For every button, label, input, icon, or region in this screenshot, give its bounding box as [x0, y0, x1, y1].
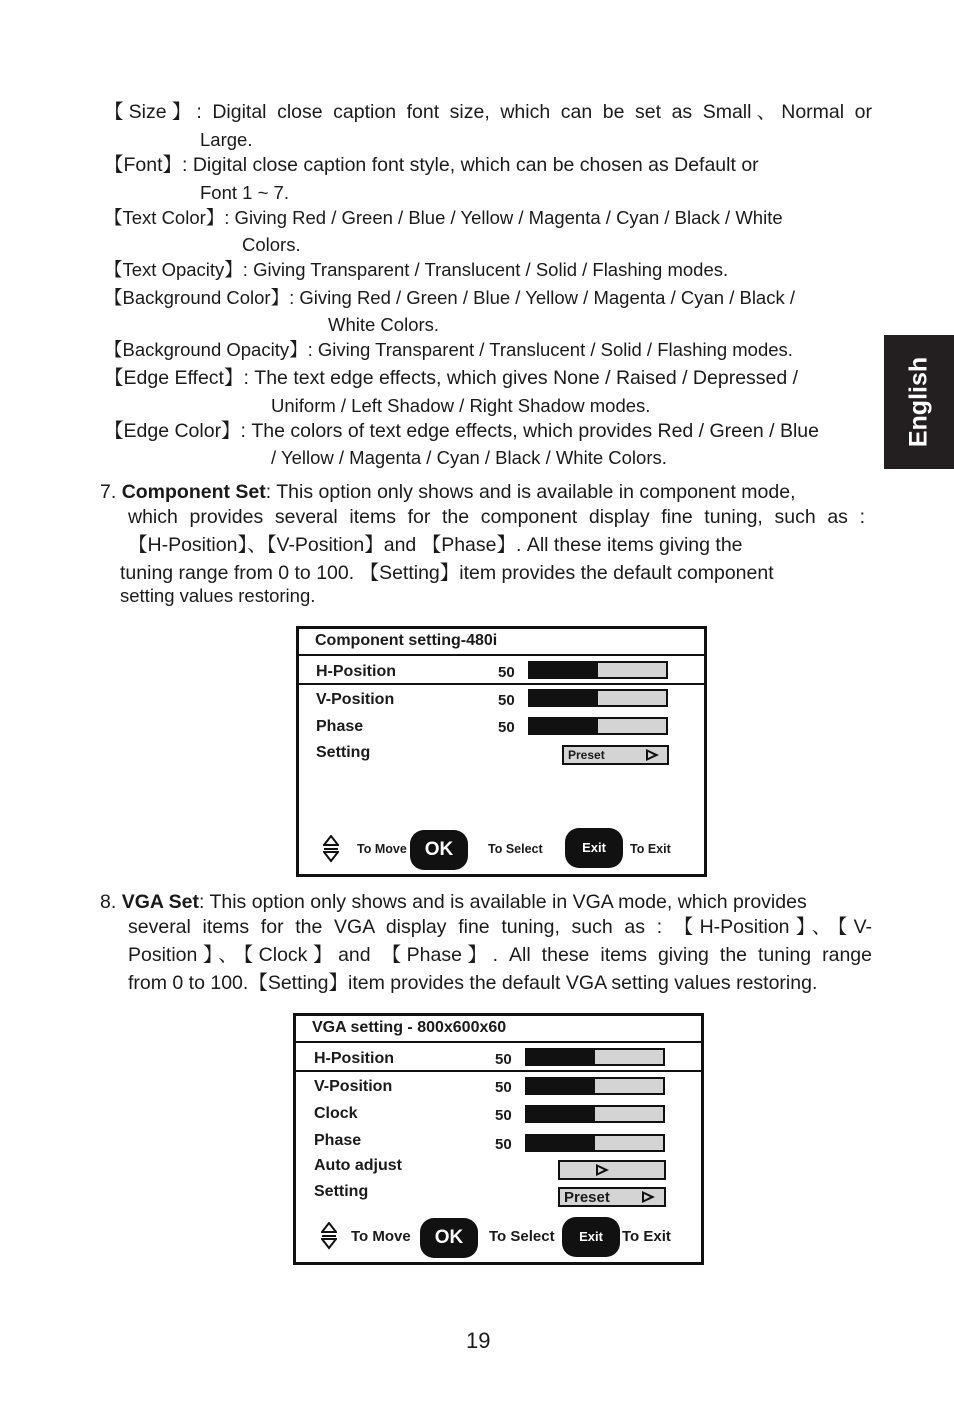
language-tab-label: English: [904, 356, 933, 448]
cc-bg-opacity-line: 【Background Opacity】: Giving Transparent / Translucent / Solid / Flashing modes.: [104, 339, 793, 360]
cc-edge-effect-line1: 【Edge Effect】: The text edge effects, which gives None / Raised / Depressed /: [104, 367, 799, 389]
osd1-vposition-value: 50: [498, 692, 515, 709]
section7-number: 7.: [100, 481, 117, 503]
osd2-auto-adjust-button[interactable]: [558, 1160, 666, 1180]
section8-title: VGA Set: [121, 891, 199, 913]
osd2-title-bar: [296, 1016, 701, 1043]
cc-edge-effect-line2: Uniform / Left Shadow / Right Shadow modes.: [271, 395, 651, 416]
osd2-separator: [296, 1070, 701, 1072]
osd2-clock-value: 50: [495, 1107, 512, 1124]
cc-font-line2: Font 1 ~ 7.: [200, 182, 289, 203]
component-setting-osd: [296, 626, 707, 877]
osd2-phase-slider[interactable]: [525, 1134, 665, 1152]
cc-bg-color-line2: White Colors.: [328, 314, 440, 335]
up-down-arrow-icon: [321, 1222, 337, 1250]
slider-fill: [530, 691, 598, 705]
osd2-clock-slider[interactable]: [525, 1105, 665, 1123]
osd1-hposition-label: H-Position: [316, 663, 396, 680]
section8-line3: Position】、【Clock】and 【Phase】. All these items giving the tuning range: [128, 944, 872, 966]
osd1-phase-label: Phase: [316, 718, 364, 735]
osd1-ok-button[interactable]: OK: [410, 830, 468, 870]
osd2-hposition-value: 50: [495, 1051, 512, 1068]
osd2-hint-exit: To Exit: [622, 1228, 671, 1245]
cc-size-line2: Large.: [200, 129, 253, 150]
osd2-hposition-label: H-Position: [314, 1050, 394, 1067]
osd1-title: Component setting-480i: [315, 632, 498, 649]
osd2-hint-select: To Select: [489, 1228, 555, 1245]
section7-line4: tuning range from 0 to 100. 【Setting】item provides the default component: [120, 562, 774, 584]
osd2-setting-label: Setting: [314, 1183, 369, 1200]
up-down-arrow-icon: [323, 835, 339, 863]
slider-fill: [527, 1107, 595, 1121]
osd2-auto-adjust-label: Auto adjust: [314, 1157, 402, 1174]
osd2-phase-label: Phase: [314, 1132, 362, 1149]
osd1-hint-exit: To Exit: [630, 842, 671, 856]
osd2-ok-button[interactable]: OK: [420, 1218, 478, 1258]
slider-fill: [530, 663, 598, 677]
osd2-preset-label: Preset: [564, 1189, 610, 1206]
cc-bg-color-line1: 【Background Color】: Giving Red / Green / Blue / Yellow / Magenta / Cyan / Black /: [104, 287, 796, 308]
cc-text-color-line1: 【Text Color】: Giving Red / Green / Blue / Yellow / Magenta / Cyan / Black / White: [104, 207, 783, 228]
osd1-vposition-label: V-Position: [316, 691, 395, 708]
osd1-hposition-slider[interactable]: [528, 661, 668, 679]
osd1-hint-move: To Move: [357, 842, 407, 856]
osd1-separator: [299, 683, 704, 685]
section8-line1: : This option only shows and is available in VGA mode, which provides: [198, 891, 807, 913]
osd1-hposition-value: 50: [498, 664, 515, 681]
section7-line5: setting values restoring.: [120, 585, 316, 606]
slider-fill: [527, 1050, 595, 1064]
osd2-vposition-value: 50: [495, 1079, 512, 1096]
osd1-title-bar: [299, 629, 704, 656]
section7-line1: : This option only shows and is available in component mode,: [265, 481, 796, 503]
cc-font-line1: 【Font】: Digital close caption font style, which can be chosen as Default or: [104, 154, 759, 176]
cc-size-line1: 【Size】: Digital close caption font size, which can be set as Small、Normal or: [104, 101, 872, 123]
vga-setting-osd: [293, 1013, 704, 1265]
section7-line3: 【H-Position】、【V-Position】and 【Phase】. All these items giving the: [128, 534, 743, 556]
osd2-hint-move: To Move: [351, 1228, 411, 1245]
osd1-preset-label: Preset: [568, 748, 605, 762]
osd2-phase-value: 50: [495, 1136, 512, 1153]
osd1-exit-button[interactable]: Exit: [565, 828, 623, 868]
play-arrow-icon: [642, 1191, 655, 1203]
play-arrow-icon: [646, 749, 659, 761]
section8-line4: from 0 to 100.【Setting】item provides the default VGA setting values restoring.: [128, 972, 818, 994]
osd1-preset-button[interactable]: [562, 745, 669, 765]
osd2-title: VGA setting - 800x600x60: [312, 1019, 507, 1036]
slider-fill: [527, 1136, 595, 1150]
section7-line2: which provides several items for the component display fine tuning, such as :: [128, 506, 865, 528]
osd2-exit-button[interactable]: Exit: [562, 1217, 620, 1257]
osd2-preset-button[interactable]: [558, 1187, 666, 1207]
cc-edge-color-line2: / Yellow / Magenta / Cyan / Black / White Colors.: [271, 447, 667, 468]
osd2-vposition-label: V-Position: [314, 1078, 393, 1095]
section8-number: 8.: [100, 891, 117, 913]
osd1-phase-slider[interactable]: [528, 717, 668, 735]
section8-heading: [100, 890, 807, 914]
osd2-clock-label: Clock: [314, 1105, 358, 1122]
language-tab: [884, 335, 954, 469]
osd1-phase-value: 50: [498, 719, 515, 736]
cc-text-color-line2: Colors.: [242, 234, 301, 255]
section7-title: Component Set: [121, 481, 266, 503]
osd1-vposition-slider[interactable]: [528, 689, 668, 707]
section7-heading: [100, 480, 795, 504]
play-arrow-icon: [596, 1164, 609, 1176]
slider-fill: [527, 1079, 595, 1093]
slider-fill: [530, 719, 598, 733]
section8-line2: several items for the VGA display fine tuning, such as : 【H-Position】、【V-: [128, 916, 872, 938]
osd1-setting-label: Setting: [316, 744, 371, 761]
osd2-hposition-slider[interactable]: [525, 1048, 665, 1066]
osd2-vposition-slider[interactable]: [525, 1077, 665, 1095]
osd1-hint-select: To Select: [488, 842, 543, 856]
cc-text-opacity-line: 【Text Opacity】: Giving Transparent / Translucent / Solid / Flashing modes.: [104, 259, 729, 280]
cc-edge-color-line1: 【Edge Color】: The colors of text edge effects, which provides Red / Green / Blue: [104, 420, 819, 442]
page-number: 19: [466, 1328, 491, 1353]
